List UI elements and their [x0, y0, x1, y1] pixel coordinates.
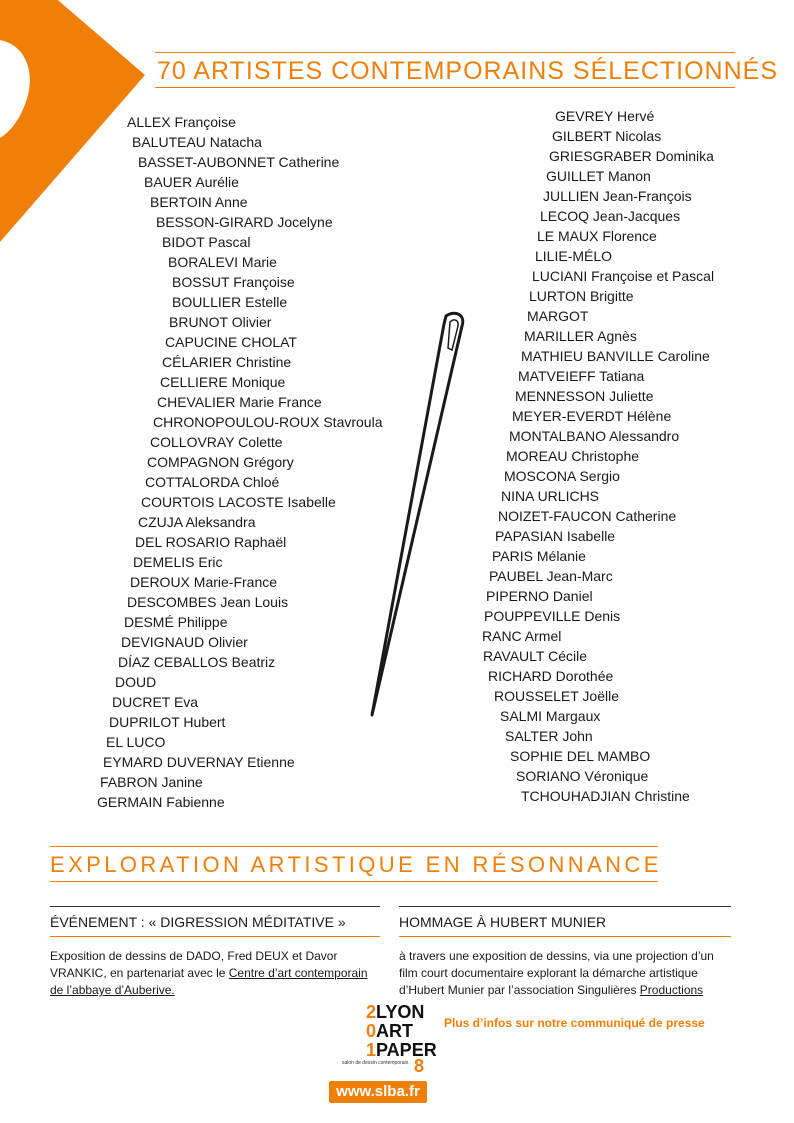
artist-name: DÍAZ CEBALLOS Beatriz	[118, 654, 276, 670]
artist-name: RICHARD Dorothée	[488, 668, 614, 684]
orange-corner-shape	[0, 0, 145, 245]
artist-name: MATHIEU BANVILLE Caroline	[521, 348, 710, 364]
artist-name: CÉLARIER Christine	[162, 354, 292, 370]
artist-name: PARIS Mélanie	[492, 548, 586, 564]
artist-name: MONTALBANO Alessandro	[509, 428, 680, 444]
exploration-section-header	[50, 846, 662, 882]
artist-name: LURTON Brigitte	[529, 288, 634, 304]
artist-name: MENNESSON Juliette	[515, 388, 654, 404]
artist-name: DEMELIS Eric	[133, 554, 223, 570]
artist-name: PAUBEL Jean-Marc	[489, 568, 613, 584]
press-release-link[interactable]: Plus d’infos sur notre communiqué de presse	[444, 1016, 705, 1030]
artist-name: RANC Armel	[482, 628, 562, 644]
event-hommage	[399, 906, 731, 999]
productions-link[interactable]: Productions	[639, 983, 704, 997]
artist-name: MATVEIEFF Tatiana	[518, 368, 645, 384]
artist-name: CHRONOPOULOU-ROUX Stavroula	[153, 414, 383, 430]
artist-name: BIDOT Pascal	[162, 234, 251, 250]
artist-name: LE MAUX Florence	[537, 228, 657, 244]
artist-name: CELLIERE Monique	[160, 374, 286, 390]
artist-name: RAVAULT Cécile	[483, 648, 587, 664]
artist-name: POUPPEVILLE Denis	[484, 608, 621, 624]
artist-name: DEL ROSARIO Raphaël	[135, 534, 287, 550]
artist-name: BESSON-GIRARD Jocelyne	[156, 214, 333, 230]
artist-name: GEVREY Hervé	[555, 108, 655, 124]
header-bottom-rule	[155, 87, 735, 88]
artist-name: PAPASIAN Isabelle	[495, 528, 616, 544]
artist-name: COURTOIS LACOSTE Isabelle	[141, 494, 336, 510]
artist-name: COMPAGNON Grégory	[147, 454, 294, 470]
artist-name: MOSCONA Sergio	[504, 468, 620, 484]
artist-name: SORIANO Véronique	[516, 768, 649, 784]
abbaye-link[interactable]: Centre d’art contemporain de l’abbaye d’Auberive.	[50, 966, 368, 997]
artist-name: GRIESGRABER Dominika	[549, 148, 714, 164]
artist-name: GERMAIN Fabienne	[97, 794, 225, 810]
artist-name: DOUD	[115, 674, 157, 690]
artist-name: PIPERNO Daniel	[486, 588, 593, 604]
event-title-rule	[50, 936, 380, 937]
hommage-description: à travers une exposition de dessins, via une projection d’un film court documentaire explorant la démarche artistique d’Hubert Munier par l’association Singulières Productions	[399, 949, 714, 997]
artist-name: MOREAU Christophe	[506, 448, 640, 464]
artist-name: BORALEVI Marie	[168, 254, 277, 270]
lyon-art-paper-logo: 2LYON 0ART 1PAPER 8 salon de dessin contemporain	[342, 1002, 437, 1076]
website-link[interactable]: www.slba.fr	[329, 1081, 427, 1103]
artist-name: GILBERT Nicolas	[552, 128, 662, 144]
artist-name: TCHOUHADJIAN Christine	[521, 788, 690, 804]
artist-name: COLLOVRAY Colette	[150, 434, 283, 450]
artist-name: BASSET-AUBONNET Catherine	[138, 154, 340, 170]
artist-name: FABRON Janine	[100, 774, 203, 790]
artist-name: DESMÉ Philippe	[124, 614, 228, 630]
artist-name: EL LUCO	[106, 734, 166, 750]
artist-name: DUCRET Eva	[112, 694, 199, 710]
artist-name: SOPHIE DEL MAMBO	[510, 748, 651, 764]
artists-header	[155, 52, 779, 88]
artist-name: NINA URLICHS	[501, 488, 600, 504]
artist-name: BERTOIN Anne	[150, 194, 248, 210]
artist-name: JULLIEN Jean-François	[543, 188, 692, 204]
artist-name: MARGOT	[527, 308, 589, 324]
hommage-title-rule	[399, 936, 731, 937]
artist-name: CHEVALIER Marie France	[157, 394, 322, 410]
event-description: Exposition de dessins de DADO, Fred DEUX et Davor VRANKIC, en partenariat avec le Centre d’art contemporain de l’abbaye d’Auberive.	[50, 949, 368, 997]
artist-name: SALMI Margaux	[500, 708, 601, 724]
artist-name: LECOQ Jean-Jacques	[540, 208, 681, 224]
hommage-title: HOMMAGE À HUBERT MUNIER	[399, 914, 607, 930]
section-title: EXPLORATION ARTISTIQUE EN RÉSONNANCE	[50, 852, 662, 877]
artist-name: BAUER Aurélie	[144, 174, 239, 190]
artist-name: CAPUCINE CHOLAT	[165, 334, 297, 350]
artist-name: NOIZET-FAUCON Catherine	[498, 508, 677, 524]
artist-name: SALTER John	[505, 728, 593, 744]
artist-name: BOSSUT Françoise	[172, 274, 295, 290]
artist-name: MEYER-EVERDT Hélène	[512, 408, 672, 424]
artist-name: BALUTEAU Natacha	[132, 134, 262, 150]
artist-name: MARILLER Agnès	[524, 328, 637, 344]
artist-name: DEVIGNAUD Olivier	[121, 634, 248, 650]
artist-name: ROUSSELET Joëlle	[494, 688, 620, 704]
artist-name: DESCOMBES Jean Louis	[127, 594, 289, 610]
artist-name: GUILLET Manon	[546, 168, 651, 184]
artist-name: BRUNOT Olivier	[169, 314, 272, 330]
artist-name: LUCIANI Françoise et Pascal	[532, 268, 715, 284]
artist-name: CZUJA Aleksandra	[138, 514, 256, 530]
artist-name: COTTALORDA Chloé	[145, 474, 280, 490]
artist-name: ALLEX Françoise	[127, 114, 236, 130]
section-bottom-rule	[50, 881, 658, 882]
artist-name: BOULLIER Estelle	[172, 294, 288, 310]
artist-name: EYMARD DUVERNAY Etienne	[103, 754, 295, 770]
event-title: ÉVÉNEMENT : « DIGRESSION MÉDITATIVE »	[50, 914, 346, 930]
artist-name: LILIE-MÉLO	[535, 248, 613, 264]
page-title: 70 ARTISTES CONTEMPORAINS SÉLECTIONNÉS	[157, 57, 779, 85]
artist-name: DEROUX Marie-France	[130, 574, 278, 590]
event-digression	[50, 906, 380, 999]
artist-name: DUPRILOT Hubert	[109, 714, 226, 730]
needle-icon	[370, 310, 470, 720]
